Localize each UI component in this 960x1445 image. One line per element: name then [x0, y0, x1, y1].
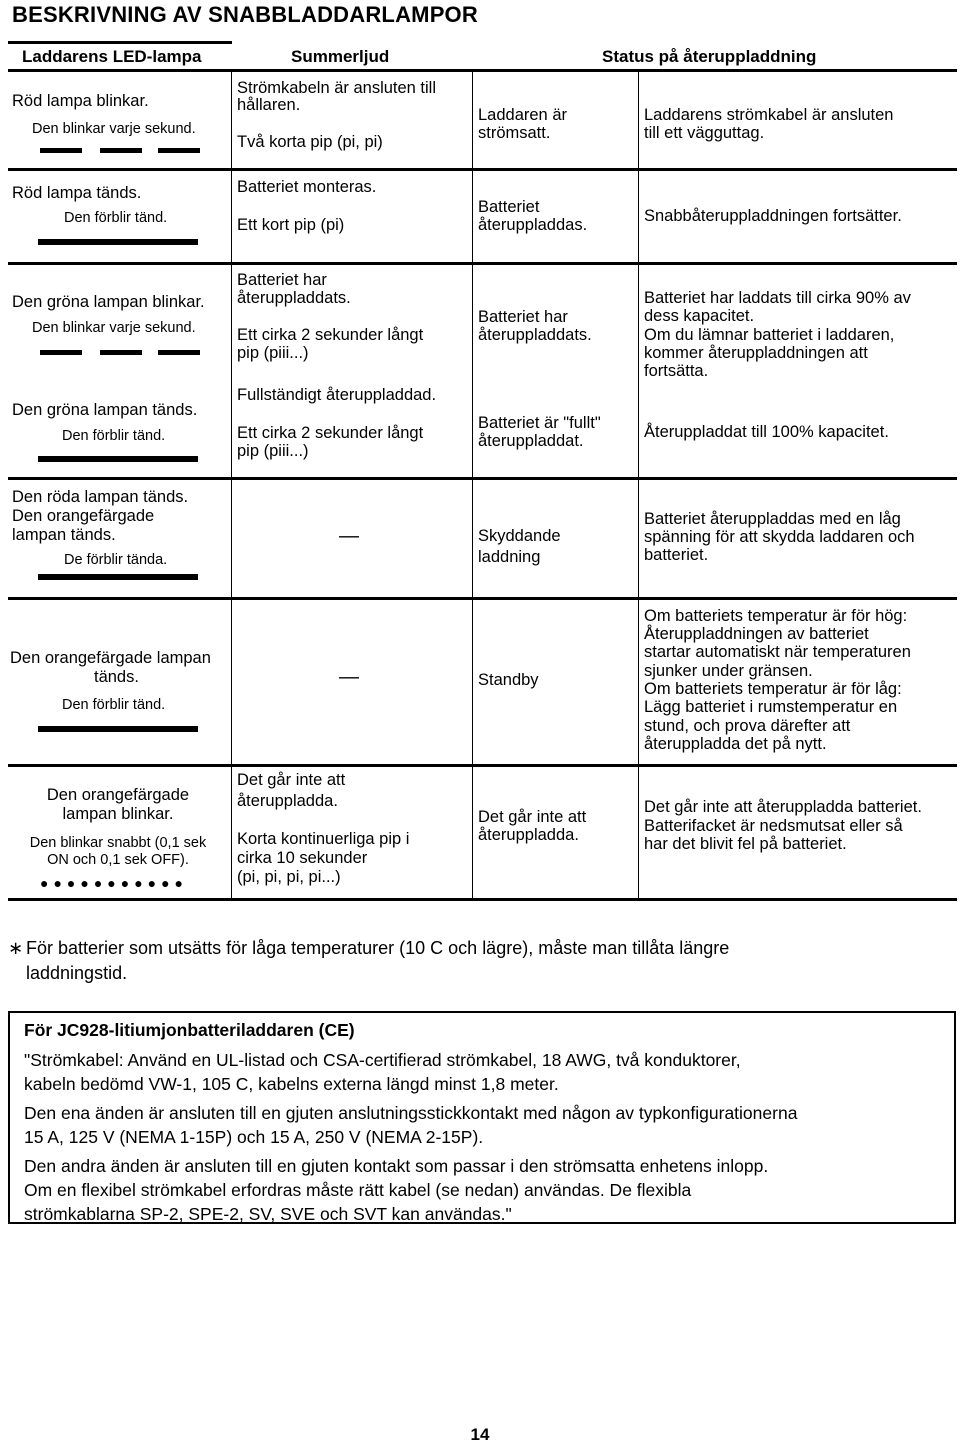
steady-bar: [38, 456, 198, 462]
r2-buzzer-1: Batteriet monteras.: [237, 178, 377, 196]
r4-led-main: Den gröna lampan tänds.: [12, 401, 198, 419]
header-led: Laddarens LED-lampa: [22, 47, 202, 66]
page-title: BESKRIVNING AV SNABBLADDARLAMPOR: [12, 2, 478, 27]
r6-desc-3: startar automatiskt när temperaturen: [644, 643, 911, 661]
r6-desc-2: Återuppladdningen av batteriet: [644, 625, 869, 643]
blink-dash: [100, 148, 142, 153]
r5-buzzer-none: —: [339, 525, 359, 547]
r6-desc-8: återuppladda det på nytt.: [644, 735, 827, 753]
r4-led-sub: Den förblir tänd.: [62, 428, 166, 444]
r3-led-sub: Den blinkar varje sekund.: [32, 320, 196, 336]
ce-p3-line-1: Den andra änden är ansluten till en gjuten kontakt som passar i den strömsatta enhetens inlopp.: [24, 1156, 769, 1176]
ce-heading: För JC928-litiumjonbatteriladdaren (CE): [24, 1020, 355, 1040]
header-buzzer: Summerljud: [291, 47, 390, 66]
r2-led-main: Röd lampa tänds.: [12, 184, 142, 202]
r6-state-1: Standby: [478, 671, 539, 689]
r4-buzzer-2: Ett cirka 2 sekunder långt: [237, 424, 424, 442]
rule-row4: [8, 477, 957, 480]
blink-dash: [40, 148, 82, 153]
r3-desc-5: fortsätta.: [644, 362, 709, 380]
r1-buzzer-2: hållaren.: [237, 96, 301, 114]
note-mark: ∗: [8, 938, 24, 958]
rule-header-bottom: [8, 69, 957, 72]
rule-row1: [8, 168, 957, 171]
blink-dash: [158, 350, 200, 355]
rule-row6: [8, 764, 957, 767]
ce-p2-line-2: 15 A, 125 V (NEMA 1-15P) och 15 A, 250 V (NEMA 2-15P).: [24, 1127, 484, 1147]
ce-p3-line-3: strömkablarna SP-2, SPE-2, SV, SVE och SVT kan användas.": [24, 1204, 512, 1224]
fast-blink-dots: ●●●●●●●●●●●: [40, 875, 189, 891]
r3-desc-2: dess kapacitet.: [644, 307, 755, 325]
r1-buzzer-3: Två korta pip (pi, pi): [237, 133, 383, 151]
ce-p1-line-1: "Strömkabel: Använd en UL-listad och CSA-certifierad strömkabel, 18 AWG, två konduktorer,: [24, 1050, 741, 1070]
ce-p1-line-2: kabeln bedömd VW-1, 105 C, kabelns externa längd minst 1,8 meter.: [24, 1074, 559, 1094]
r6-led-1: Den orangefärgade lampan: [10, 649, 211, 667]
r6-desc-1: Om batteriets temperatur är för hög:: [644, 607, 908, 625]
r3-desc-3: Om du lämnar batteriet i laddaren,: [644, 326, 895, 344]
r1-led-main: Röd lampa blinkar.: [12, 92, 149, 110]
r2-state-2: återuppladdas.: [478, 216, 588, 234]
r1-led-sub: Den blinkar varje sekund.: [32, 121, 196, 137]
r7-buzzer-4: cirka 10 sekunder: [237, 849, 368, 867]
steady-bar: [38, 726, 198, 732]
r1-desc-1: Laddarens strömkabel är ansluten: [644, 106, 894, 124]
r4-state-1: Batteriet är "fullt": [478, 414, 601, 432]
r3-buzzer-2: återuppladdats.: [237, 289, 351, 307]
r3-state-2: återuppladdats.: [478, 326, 592, 344]
r7-buzzer-5: (pi, pi, pi, pi...): [237, 868, 341, 886]
steady-bar: [38, 239, 198, 245]
ce-notice-box: [8, 1011, 956, 1224]
r6-desc-5: Om batteriets temperatur är för låg:: [644, 680, 902, 698]
r6-led-2: tänds.: [94, 668, 139, 686]
r7-led-sub-1: Den blinkar snabbt (0,1 sek: [29, 835, 207, 851]
rule-row7: [8, 898, 957, 901]
blink-dash: [158, 148, 200, 153]
r3-buzzer-4: pip (piii...): [237, 344, 309, 362]
r1-state-1: Laddaren är: [478, 106, 567, 124]
r5-state-1: Skyddande: [478, 527, 561, 545]
r3-state-1: Batteriet har: [478, 308, 568, 326]
note-line-2: laddningstid.: [26, 963, 128, 983]
r5-led-1: Den röda lampan tänds.: [12, 488, 189, 506]
r3-led-main: Den gröna lampan blinkar.: [12, 293, 205, 311]
r4-state-2: återuppladdat.: [478, 432, 584, 450]
r2-led-sub: Den förblir tänd.: [64, 210, 168, 226]
steady-bar: [38, 574, 198, 580]
r6-led-sub: Den förblir tänd.: [62, 697, 166, 713]
header-status: Status på återuppladdning: [602, 47, 817, 66]
r7-state-1: Det går inte att: [478, 808, 587, 826]
r7-desc-1: Det går inte att återuppladda batteriet.: [644, 798, 922, 816]
separator-buzzer-state: [472, 69, 473, 898]
r5-desc-3: batteriet.: [644, 546, 709, 564]
r5-desc-2: spänning för att skydda laddaren och: [644, 528, 915, 546]
note-line-1: För batterier som utsätts för låga temperaturer (10 C och lägre), måste man tillåta längre: [26, 938, 730, 958]
rule-row2: [8, 262, 957, 265]
r4-buzzer-1: Fullständigt återuppladdad.: [237, 386, 437, 404]
r7-buzzer-2: återuppladda.: [237, 792, 338, 810]
r7-led-2: lampan blinkar.: [62, 805, 174, 823]
r4-desc-1: Återuppladdat till 100% kapacitet.: [644, 423, 889, 441]
r7-buzzer-1: Det går inte att: [237, 771, 346, 789]
r4-buzzer-3: pip (piii...): [237, 442, 309, 460]
page-number: 14: [470, 1425, 490, 1444]
r7-buzzer-3: Korta kontinuerliga pip i: [237, 830, 410, 848]
r5-desc-1: Batteriet återuppladdas med en låg: [644, 510, 901, 528]
rule-header-top-left: [8, 41, 232, 44]
r3-buzzer-1: Batteriet har: [237, 271, 327, 289]
r7-desc-3: har det blivit fel på batteriet.: [644, 835, 847, 853]
r5-led-2: Den orangefärgade: [12, 507, 155, 525]
ce-p3-line-2: Om en flexibel strömkabel erfordras måste rätt kabel (se nedan) användas. De flexibla: [24, 1180, 692, 1200]
separator-led-buzzer: [231, 69, 232, 898]
r7-desc-2: Batterifacket är nedsmutsat eller så: [644, 817, 903, 835]
r7-led-1: Den orangefärgade: [46, 786, 190, 804]
r3-desc-4: kommer återuppladdningen att: [644, 344, 868, 362]
r6-desc-4: sjunker under gränsen.: [644, 662, 813, 680]
r1-desc-2: till ett vägguttag.: [644, 124, 765, 142]
blink-dash: [40, 350, 82, 355]
ce-p2-line-1: Den ena änden är ansluten till en gjuten anslutningsstickkontakt med någon av typkonfigurationerna: [24, 1103, 798, 1123]
r6-desc-6: Lägg batteriet i rumstemperatur en: [644, 698, 898, 716]
r5-led-sub: De förblir tända.: [64, 552, 168, 568]
r3-desc-1: Batteriet har laddats till cirka 90% av: [644, 289, 911, 307]
blink-dash: [100, 350, 142, 355]
r6-buzzer-none: —: [339, 666, 359, 688]
r2-desc-1: Snabbåteruppladdningen fortsätter.: [644, 207, 902, 225]
r3-buzzer-3: Ett cirka 2 sekunder långt: [237, 326, 424, 344]
r1-state-2: strömsatt.: [478, 124, 551, 142]
separator-state-desc: [638, 69, 639, 898]
r2-state-1: Batteriet: [478, 198, 540, 216]
r7-state-2: återuppladda.: [478, 826, 579, 844]
r5-state-2: laddning: [478, 548, 541, 566]
r2-buzzer-2: Ett kort pip (pi): [237, 216, 345, 234]
r5-led-3: lampan tänds.: [12, 526, 116, 544]
rule-row5: [8, 597, 957, 600]
r7-led-sub-2: ON och 0,1 sek OFF).: [47, 852, 189, 868]
r6-desc-7: stund, och prova därefter att: [644, 717, 851, 735]
r1-buzzer-1: Strömkabeln är ansluten till: [237, 79, 437, 97]
